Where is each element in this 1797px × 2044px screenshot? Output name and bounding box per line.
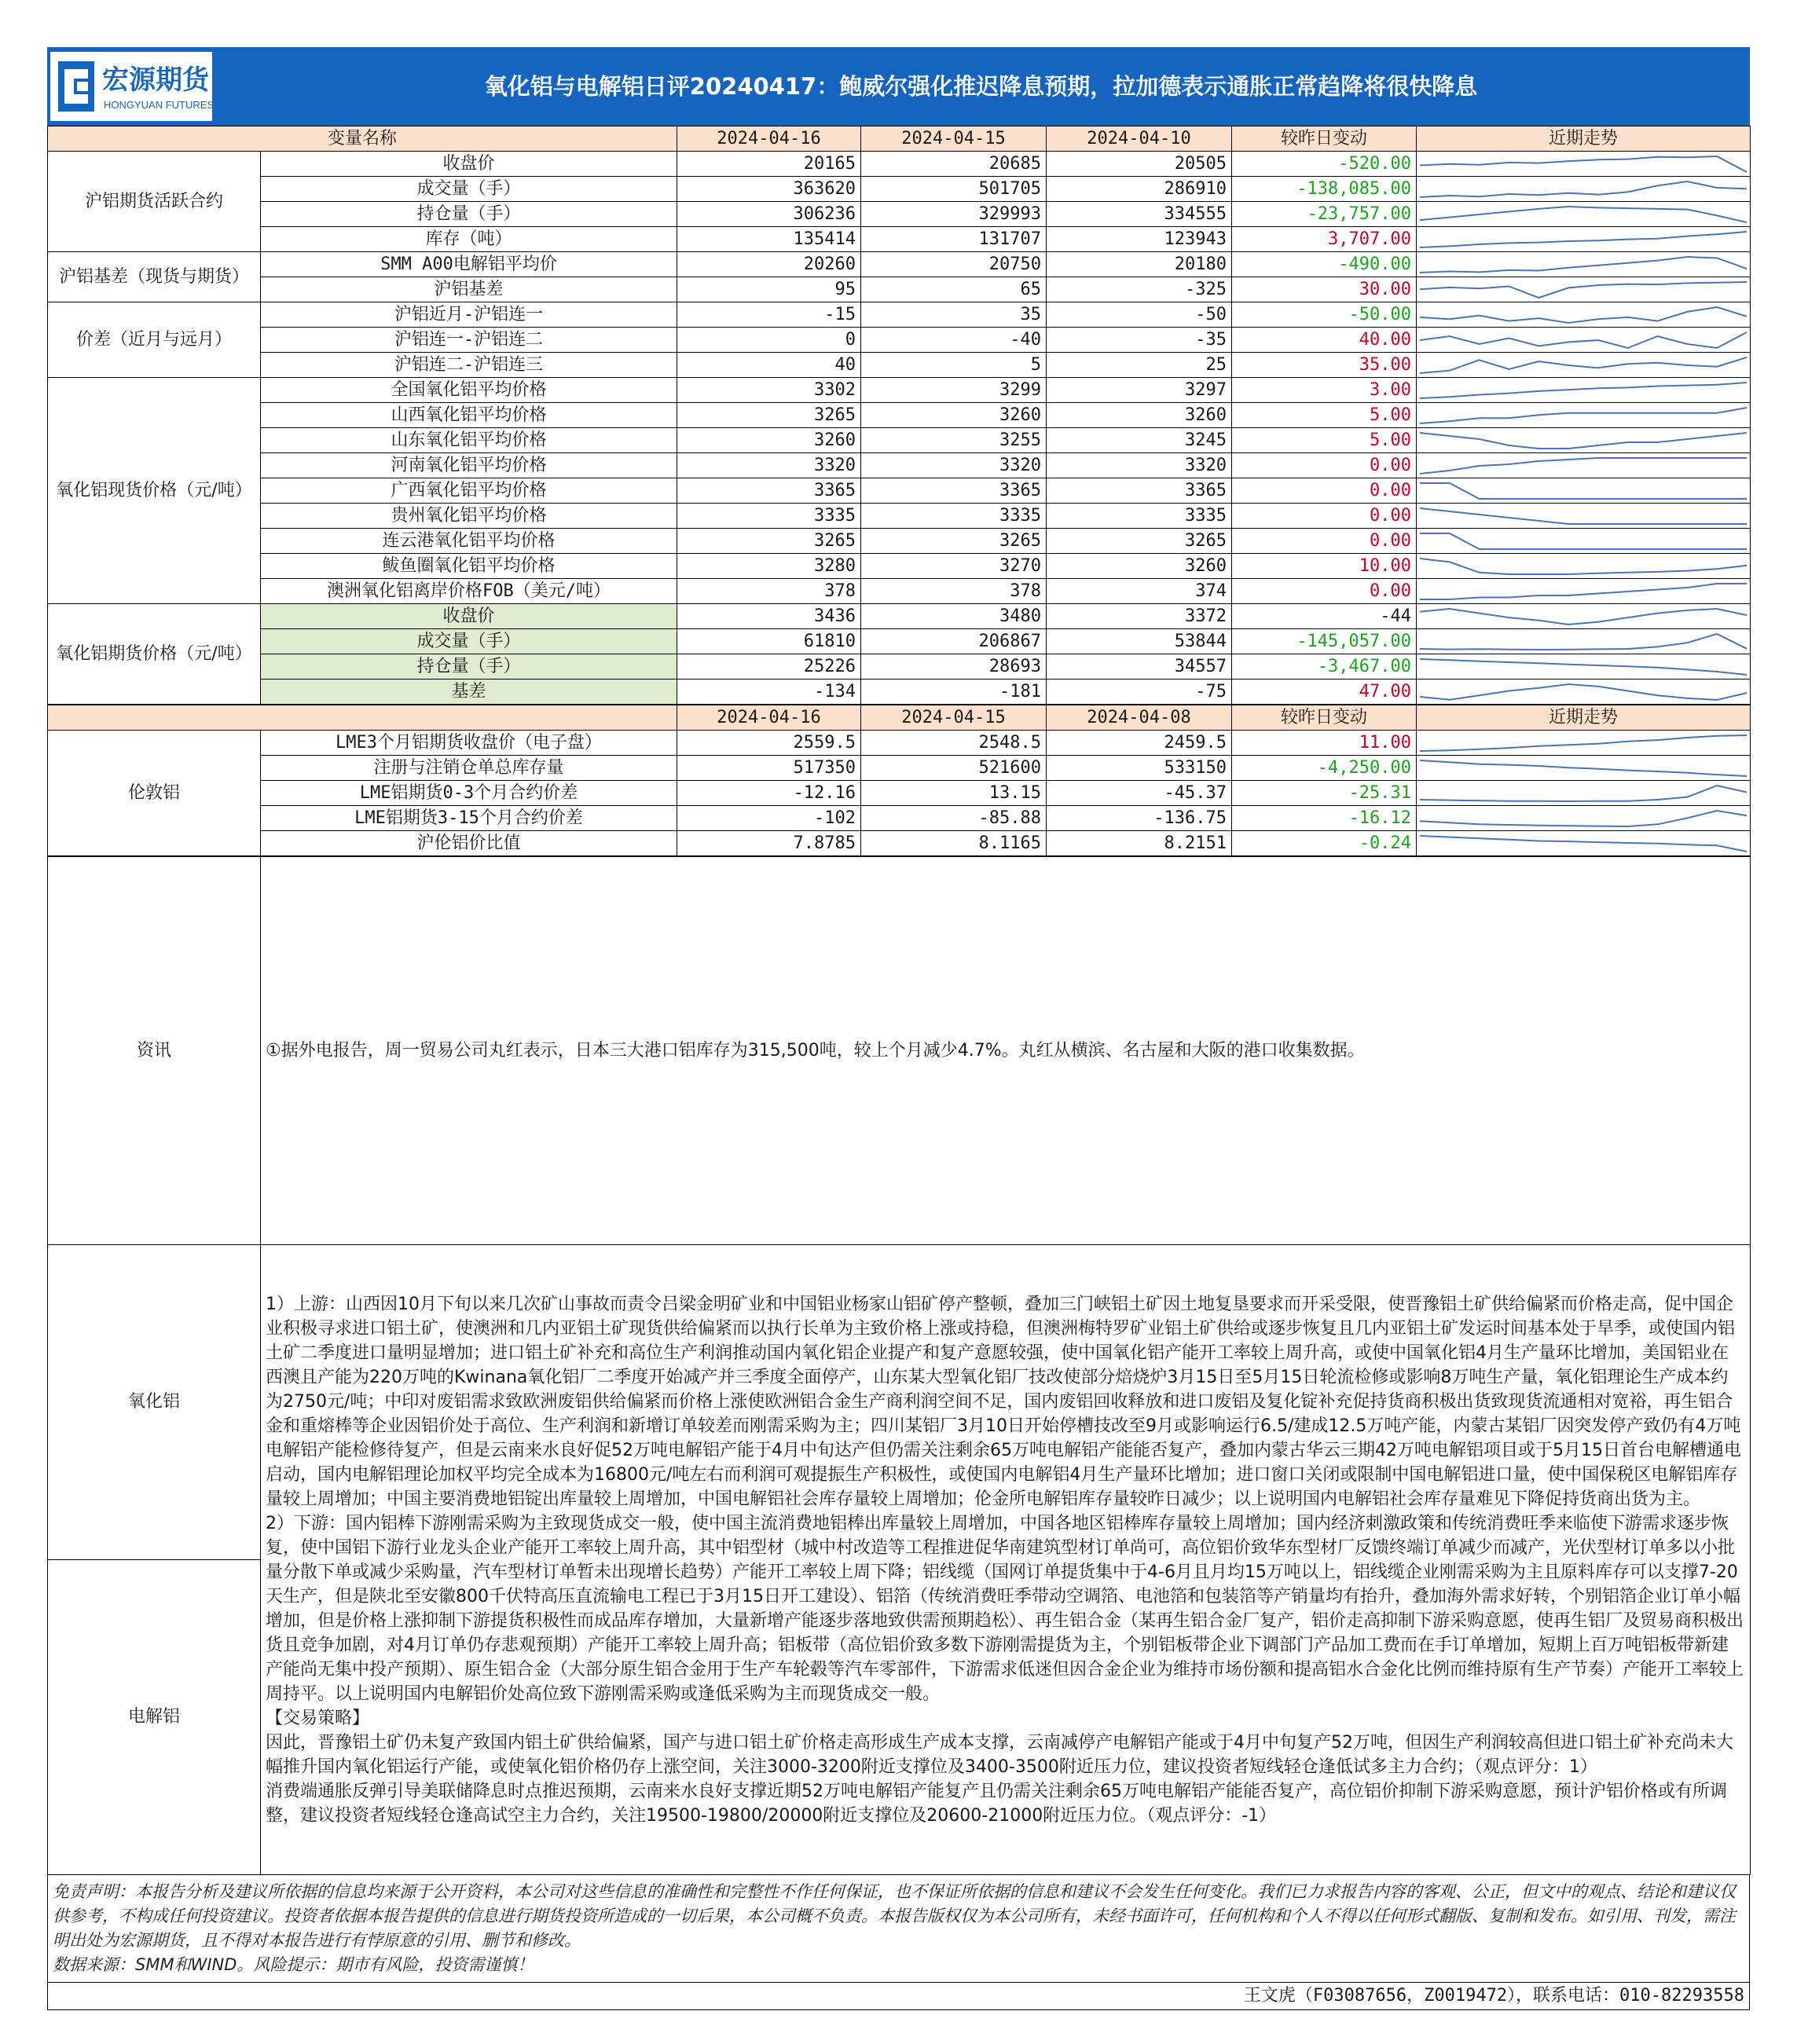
sparkline-chart: [1420, 681, 1747, 703]
value-date-2: -85.88: [861, 806, 1047, 831]
value-date-2: 13.15: [861, 781, 1047, 806]
value-date-1: 135414: [677, 227, 861, 252]
table-row: [48, 277, 1751, 302]
table-row: [48, 177, 1751, 202]
value-date-3: 3260: [1047, 403, 1232, 428]
daily-change: 30.00: [1232, 277, 1417, 302]
trend-header: 近期走势: [1417, 705, 1751, 731]
date-header-3: 2024-04-10: [1047, 126, 1232, 152]
daily-change: 0.00: [1232, 453, 1417, 478]
sparkline-chart: [1420, 304, 1747, 326]
sparkline-chart: [1420, 153, 1747, 175]
table-row: [48, 302, 1751, 328]
value-date-1: 378: [677, 579, 861, 604]
sparkline-line: [1420, 156, 1747, 172]
value-date-2: 3255: [861, 428, 1047, 453]
disclaimer-block: [47, 1875, 1750, 1983]
variable-name: LME铝期货3-15个月合约价差: [261, 806, 677, 831]
table-row: [48, 781, 1751, 806]
value-date-3: -75: [1047, 680, 1232, 705]
daily-change: 3.00: [1232, 378, 1417, 403]
table-row: [48, 806, 1751, 831]
daily-change: -23,757.00: [1232, 202, 1417, 227]
sparkline-chart: [1420, 631, 1747, 653]
change-header: 较昨日变动: [1232, 126, 1417, 152]
sparkline-chart: [1420, 379, 1747, 401]
table-row: [48, 202, 1751, 227]
value-date-1: 20260: [677, 252, 861, 277]
variable-name: SMM A00电解铝平均价: [261, 252, 677, 277]
change-header: 较昨日变动: [1232, 705, 1417, 731]
value-date-3: -325: [1047, 277, 1232, 302]
sparkline-chart: [1420, 808, 1747, 830]
variable-name: 沪铝近月-沪铝连一: [261, 302, 677, 328]
trend-sparkline: [1417, 378, 1751, 403]
news-row: [48, 857, 1751, 1245]
trend-sparkline: [1417, 277, 1751, 302]
variable-name: 广西氧化铝平均价格: [261, 478, 677, 504]
sparkline-line: [1420, 786, 1747, 801]
value-date-1: 3302: [677, 378, 861, 403]
value-date-2: 3270: [861, 554, 1047, 579]
trend-sparkline: [1417, 403, 1751, 428]
value-date-2: 5: [861, 353, 1047, 378]
sparkline-line: [1420, 181, 1747, 197]
trend-sparkline: [1417, 202, 1751, 227]
trend-sparkline: [1417, 428, 1751, 453]
sparkline-line: [1420, 508, 1747, 524]
variable-name: 山西氧化铝平均价格: [261, 403, 677, 428]
table-row: [48, 756, 1751, 781]
value-date-3: 25: [1047, 353, 1232, 378]
sparkline-chart: [1420, 480, 1747, 502]
trend-sparkline: [1417, 529, 1751, 554]
value-date-2: 206867: [861, 629, 1047, 654]
value-date-2: 8.1165: [861, 831, 1047, 856]
date-header-2: 2024-04-15: [861, 126, 1047, 152]
value-date-1: -15: [677, 302, 861, 328]
logo-text-en: HONGYUAN FUTURES: [104, 99, 215, 111]
table-row: [48, 831, 1751, 856]
variable-name: 持仓量（手）: [261, 202, 677, 227]
variable-name-header: 变量名称: [48, 126, 677, 152]
report-title: 氧化铝与电解铝日评20240417：鲍威尔强化推迟降息预期，拉加德表示通胀正常趋降将很快降息: [484, 73, 1478, 100]
daily-change: 0.00: [1232, 529, 1417, 554]
variable-name: 贵州氧化铝平均价格: [261, 504, 677, 529]
variable-name: 河南氧化铝平均价格: [261, 453, 677, 478]
strategy-title: 【交易策略】: [266, 1708, 370, 1728]
value-date-1: 3436: [677, 604, 861, 629]
author-contact: 王文虎（F03087656，Z0019472），联系电话：010-82293558: [47, 1983, 1750, 2010]
variable-name: 沪铝连二-沪铝连三: [261, 353, 677, 378]
value-date-2: -40: [861, 328, 1047, 353]
value-date-3: 3365: [1047, 478, 1232, 504]
trend-sparkline: [1417, 629, 1751, 654]
value-date-2: 3299: [861, 378, 1047, 403]
sparkline-line: [1420, 836, 1747, 852]
aluminum-strategy-paragraph: 消费端通胀反弹引导美联储降息时点推迟预期，云南来水良好支撑近期52万吨电解铝产能复产且仍需关注剩余65万吨电解铝产能能否复产，高位铝价抑制下游采购意愿，预计沪铝价格或有所调整，建议投资者短线轻仓逢高试空主力合约，关注19500-19800/20000附近支撑位及20600-21000附近压力位。（观点评分：-1）: [266, 1781, 1727, 1826]
variable-name: 成交量（手）: [261, 177, 677, 202]
value-date-3: -50: [1047, 302, 1232, 328]
variable-name: 注册与注销仓单总库存量: [261, 756, 677, 781]
trend-sparkline: [1417, 554, 1751, 579]
value-date-2: 3260: [861, 403, 1047, 428]
sparkline-line: [1420, 282, 1747, 298]
daily-change: 47.00: [1232, 680, 1417, 705]
sparkline-chart: [1420, 581, 1747, 603]
table-row: [48, 453, 1751, 478]
value-date-1: -102: [677, 806, 861, 831]
value-date-2: 329993: [861, 202, 1047, 227]
variable-name: 持仓量（手）: [261, 654, 677, 680]
table-row: [48, 680, 1751, 705]
value-date-2: 3480: [861, 604, 1047, 629]
daily-change: 35.00: [1232, 353, 1417, 378]
trend-sparkline: [1417, 504, 1751, 529]
trend-sparkline: [1417, 680, 1751, 705]
header-row: [48, 126, 1751, 152]
daily-change: -138,085.00: [1232, 177, 1417, 202]
sparkline-chart: [1420, 555, 1747, 577]
trend-sparkline: [1417, 478, 1751, 504]
upstream-paragraph: 1）上游：山西因10月下旬以来几次矿山事故而责令吕梁金明矿业和中国铝业杨家山铝矿停产整顿，叠加三门峡铝土矿因土地复垦要求而开采受限，使晋豫铝土矿供给偏紧而价格走高，促中国企业积极寻求进口铝土矿，使澳洲和几内亚铝土矿现货供给偏紧而以执行长单为主致价格上涨或持稳，但澳洲梅特罗矿业铝土矿供给或逐步恢复且几内亚铝土矿发运时间基本处于旱季，或使国内铝土矿二季度进口量明显增加；进口铝土矿补充和高位生产利润推动国内氧化铝企业提产和复产意愿较强，使中国氧化铝产能开工率较上周升高，或使中国氧化铝4月生产量环比增加，美国铝业在西澳且产能为220万吨的Kwinana氧化铝厂二季度开始减产并三季度全面停产，山东某大型氧化铝厂技改使部分焙烧炉3月15日至5月15日轮流检修或影响8万吨生产量，氧化铝理论生产成本约为2750元/吨；中印对废铝需求致欧洲废铝供给偏紧而价格上涨使欧洲铝合金生产商利润空间不足，国内废铝回收释放和进口废铝及复化锭补充促持货商积极出货致现货流通相对宽裕，再生铝合金和重熔棒等企业因铝价处于高位、生产利润和新增订单较差而刚需采购为主；四川某铝厂3月10日开始停槽技改至9月或影响运行6.5/建成12.5万吨产能，内蒙古某铝厂因突发停产致仍有4万吨电解铝产能检修待复产，但是云南来水良好促52万吨电解铝产能于4月中旬达产但仍需关注剩余65万吨电解铝产能能否复产，叠加内蒙古华云三期42万吨电解铝项目或于5月15日首台电解槽通电启动，国内电解铝理论加权平均完全成本为16800元/吨左右而利润可观提振生产积极性，或使国内电解铝4月生产量环比增加；进口窗口关闭或限制中国电解铝进口量，使中国保税区电解铝库存量较上周增加；中国主要消费地铝锭出库量较上周增加，中国电解铝社会库存量较上周增加；伦金所电解铝库存量较昨日减少；以上说明国内电解铝社会库存量难见下降促持货商出货为主。: [266, 1294, 1741, 1509]
value-date-1: 7.8785: [677, 831, 861, 856]
value-date-2: 131707: [861, 227, 1047, 252]
sparkline-line: [1420, 483, 1747, 499]
sparkline-line: [1420, 609, 1747, 625]
value-date-1: 3335: [677, 504, 861, 529]
sparkline-line: [1420, 559, 1747, 574]
sparkline-chart: [1420, 229, 1747, 251]
value-date-3: 2459.5: [1047, 731, 1232, 756]
table-row: [48, 403, 1751, 428]
table-row: [48, 353, 1751, 378]
sparkline-line: [1420, 383, 1747, 398]
value-date-3: 53844: [1047, 629, 1232, 654]
value-date-3: 334555: [1047, 202, 1232, 227]
sparkline-chart: [1420, 279, 1747, 301]
sparkline-line: [1420, 760, 1747, 776]
alumina-label: 氧化铝: [48, 1245, 261, 1560]
table-row: [48, 478, 1751, 504]
value-date-1: 20165: [677, 152, 861, 177]
sparkline-line: [1420, 584, 1747, 599]
price-table: [47, 126, 1751, 705]
sparkline-chart: [1420, 178, 1747, 200]
sparkline-line: [1420, 357, 1747, 373]
table-row: [48, 227, 1751, 252]
value-date-1: 3265: [677, 529, 861, 554]
value-date-2: 28693: [861, 654, 1047, 680]
table-row: [48, 579, 1751, 604]
trend-sparkline: [1417, 453, 1751, 478]
value-date-1: 61810: [677, 629, 861, 654]
table-row: [48, 554, 1751, 579]
variable-name: LME铝期货0-3个月合约价差: [261, 781, 677, 806]
table-row: [48, 529, 1751, 554]
trend-sparkline: [1417, 654, 1751, 680]
value-date-3: 3265: [1047, 529, 1232, 554]
sparkline-chart: [1420, 455, 1747, 477]
table-row: [48, 604, 1751, 629]
trend-sparkline: [1417, 353, 1751, 378]
sparkline-chart: [1420, 505, 1747, 527]
daily-change: -490.00: [1232, 252, 1417, 277]
trend-header: 近期走势: [1417, 126, 1751, 152]
value-date-3: 34557: [1047, 654, 1232, 680]
daily-change: -3,467.00: [1232, 654, 1417, 680]
trend-sparkline: [1417, 731, 1751, 756]
daily-change: -0.24: [1232, 831, 1417, 856]
value-date-1: 2559.5: [677, 731, 861, 756]
value-date-1: -12.16: [677, 781, 861, 806]
sparkline-line: [1420, 232, 1747, 247]
value-date-2: 65: [861, 277, 1047, 302]
value-date-3: 3372: [1047, 604, 1232, 629]
data-source-text: 数据来源：SMM和WIND。风险提示：期市有风险，投资需谨慎！: [53, 1955, 534, 1974]
variable-name: 山东氧化铝平均价格: [261, 428, 677, 453]
disclaimer-text: 免责声明：本报告分析及建议所依据的信息均来源于公开资料，本公司对这些信息的准确性和完整性不作任何保证，也不保证所依据的信息和建议不会发生任何变化。我们已力求报告内容的客观、公正，但文中的观点、结论和建议仅供参考，不构成任何投资建议。投资者依据本报告提供的信息进行期货投资所造成的一切后果，本公司概不负责。本报告版权仅为本公司所有，未经书面许可，任何机构和个人不得以任何形式翻版、复制和发布。如引用、刊发，需注明出处为宏源期货，且不得对本报告进行有悖原意的引用、删节和修改。: [53, 1882, 1736, 1950]
value-date-3: 3297: [1047, 378, 1232, 403]
value-date-1: 95: [677, 277, 861, 302]
variable-name: 沪铝连一-沪铝连二: [261, 328, 677, 353]
daily-change: 10.00: [1232, 554, 1417, 579]
downstream-paragraph: 2）下游：国内铝棒下游刚需采购为主致现货成交一般，使中国主流消费地铝棒出库量较上周增加，中国各地区铝棒库存量较上周增加；国内经济刺激政策和传统消费旺季来临使下游需求逐步恢复，使中国铝下游行业龙头企业产能开工率较上周升高，其中铝型材（城中村改造等工程推进促华南建筑型材订单尚可，高位铝价致华东型材厂反馈终端订单减少而减产，光伏型材订单多以小批量分散下单或减少采购量，汽车型材订单暂未出现增长趋势）产能开工率较上周下降；铝线缆（国网订单提货集中于4-6月且月均15万吨以上，铝线缆企业刚需采购为主且原料库存可以支撑7-20天生产，但是陕北至安徽800千伏特高压直流输电工程已于3月15日开工建设）、铝箔（传统消费旺季带动空调箔、电池箔和包装箔等产销量均有抬升，叠加海外需求好转，个别铝箔企业订单小幅增加，但是价格上涨抑制下游提货积极性而成品库存增加，大量新增产能逐步落地致供需预期趋松）、再生铝合金（某再生铝合金厂复产，铝价走高抑制下游采购意愿，使再生铝厂及贸易商积极出货且竞争加剧，对4月订单仍存悲观预期）产能开工率较上周升高；铝板带（高位铝价致多数下游刚需提货为主，个别铝板带企业下调部门产品加工费而在手订单增加，短期上百万吨铝板带新建产能尚无集中投产预期）、原生铝合金（大部分原生铝合金用于生产车轮毂等汽车零部件，下游需求低迷但因合金企业为维持市场份额和提高铝水合金化比例而维持原有生产节奏）产能开工率较上周持平。以上说明国内电解铝价处高位致下游刚需采购或逢低采购为主而现货成交一般。: [266, 1513, 1744, 1704]
electrolytic-label: 电解铝: [48, 1560, 261, 1875]
value-date-1: 3260: [677, 428, 861, 453]
sparkline-chart: [1420, 329, 1747, 351]
category-label: 伦敦铝: [48, 731, 261, 856]
sparkline-line: [1420, 458, 1747, 474]
trend-sparkline: [1417, 177, 1751, 202]
daily-change: -4,250.00: [1232, 756, 1417, 781]
sparkline-chart: [1420, 833, 1747, 855]
sparkline-chart: [1420, 656, 1747, 678]
report-header: [47, 47, 1750, 126]
daily-change: -50.00: [1232, 302, 1417, 328]
trend-sparkline: [1417, 328, 1751, 353]
sparkline-chart: [1420, 405, 1747, 427]
alumina-analysis-row: [48, 1245, 1751, 1560]
daily-change: -44: [1232, 604, 1417, 629]
value-date-1: 3265: [677, 403, 861, 428]
variable-name: 库存（吨）: [261, 227, 677, 252]
header-row: [48, 705, 1751, 731]
daily-change: 0.00: [1232, 504, 1417, 529]
company-logo: [50, 52, 215, 121]
trend-sparkline: [1417, 756, 1751, 781]
daily-change: 0.00: [1232, 478, 1417, 504]
date-header-1: 2024-04-16: [677, 126, 861, 152]
sparkline-chart: [1420, 606, 1747, 628]
alumina-strategy-paragraph: 因此，晋豫铝土矿仍未复产致国内铝土矿供给偏紧，国产与进口铝土矿价格走高形成生产成本支撑，云南减停产电解铝产能或于4月中旬复产52万吨，但因生产利润较高但进口铝土矿补充尚未大幅推升国内氧化铝运行产能，或使氧化铝价格仍存上涨空间，关注3000-3200附近支撑位及3400-3500附近压力位，建议投资者短线轻仓逢低试多主力合约；（观点评分：1）: [266, 1732, 1733, 1777]
value-date-2: 378: [861, 579, 1047, 604]
value-date-3: 20505: [1047, 152, 1232, 177]
table-row: [48, 152, 1751, 177]
variable-name-header: [48, 705, 677, 731]
trend-sparkline: [1417, 227, 1751, 252]
category-label: 氧化铝现货价格（元/吨）: [48, 378, 261, 604]
sparkline-line: [1420, 634, 1747, 650]
variable-name: 成交量（手）: [261, 629, 677, 654]
value-date-3: 20180: [1047, 252, 1232, 277]
daily-change: 11.00: [1232, 731, 1417, 756]
daily-change: 0.00: [1232, 579, 1417, 604]
daily-change: 3,707.00: [1232, 227, 1417, 252]
trend-sparkline: [1417, 781, 1751, 806]
value-date-3: -45.37: [1047, 781, 1232, 806]
variable-name: 全国氧化铝平均价格: [261, 378, 677, 403]
value-date-2: 501705: [861, 177, 1047, 202]
value-date-3: 286910: [1047, 177, 1232, 202]
variable-name: 收盘价: [261, 152, 677, 177]
value-date-2: 20750: [861, 252, 1047, 277]
trend-sparkline: [1417, 831, 1751, 856]
daily-change: -145,057.00: [1232, 629, 1417, 654]
daily-change: -25.31: [1232, 781, 1417, 806]
sparkline-chart: [1420, 354, 1747, 376]
value-date-3: -35: [1047, 328, 1232, 353]
value-date-3: -136.75: [1047, 806, 1232, 831]
trend-sparkline: [1417, 806, 1751, 831]
category-label: 沪铝期货活跃合约: [48, 152, 261, 252]
category-label: 价差（近月与远月）: [48, 302, 261, 378]
daily-change: 5.00: [1232, 428, 1417, 453]
sparkline-chart: [1420, 430, 1747, 452]
sparkline-chart: [1420, 254, 1747, 276]
value-date-1: 517350: [677, 756, 861, 781]
value-date-3: 3245: [1047, 428, 1232, 453]
variable-name: 收盘价: [261, 604, 677, 629]
value-date-3: 533150: [1047, 756, 1232, 781]
sparkline-line: [1420, 811, 1747, 826]
value-date-1: -134: [677, 680, 861, 705]
daily-change: -520.00: [1232, 152, 1417, 177]
variable-name: 基差: [261, 680, 677, 705]
sparkline-line: [1420, 257, 1747, 273]
variable-name: 沪伦铝价比值: [261, 831, 677, 856]
value-date-2: 20685: [861, 152, 1047, 177]
table-row: [48, 252, 1751, 277]
value-date-1: 363620: [677, 177, 861, 202]
value-date-1: 3365: [677, 478, 861, 504]
date-header-3: 2024-04-08: [1047, 705, 1232, 731]
analysis-text: [261, 1245, 1751, 1875]
variable-name: 沪铝基差: [261, 277, 677, 302]
sparkline-line: [1420, 684, 1747, 700]
trend-sparkline: [1417, 302, 1751, 328]
value-date-3: 374: [1047, 579, 1232, 604]
news-text: ①据外电报告，周一贸易公司丸红表示，日本三大港口铝库存为315,500吨，较上个月减少4.7%。丸红从横滨、名古屋和大阪的港口收集数据。: [261, 857, 1751, 1245]
table-row: [48, 731, 1751, 756]
table-row: [48, 504, 1751, 529]
sparkline-line: [1420, 332, 1747, 348]
sparkline-line: [1420, 735, 1747, 751]
daily-change: 40.00: [1232, 328, 1417, 353]
variable-name: LME3个月铝期货收盘价（电子盘）: [261, 731, 677, 756]
value-date-2: 521600: [861, 756, 1047, 781]
commentary-table: [47, 856, 1751, 1875]
value-date-3: 123943: [1047, 227, 1232, 252]
category-label: 沪铝基差（现货与期货）: [48, 252, 261, 302]
report-page: [47, 47, 1750, 2010]
value-date-2: 3320: [861, 453, 1047, 478]
table-row: [48, 428, 1751, 453]
category-label: 氧化铝期货价格（元/吨）: [48, 604, 261, 705]
value-date-2: -181: [861, 680, 1047, 705]
trend-sparkline: [1417, 579, 1751, 604]
daily-change: 5.00: [1232, 403, 1417, 428]
sparkline-line: [1420, 659, 1747, 675]
value-date-1: 3320: [677, 453, 861, 478]
value-date-2: 35: [861, 302, 1047, 328]
table-row: [48, 654, 1751, 680]
logo-text-cn: 宏源期货: [102, 64, 209, 96]
value-date-3: 3335: [1047, 504, 1232, 529]
value-date-2: 3365: [861, 478, 1047, 504]
sparkline-chart: [1420, 732, 1747, 754]
value-date-1: 40: [677, 353, 861, 378]
table-row: [48, 378, 1751, 403]
daily-change: -16.12: [1232, 806, 1417, 831]
sparkline-line: [1420, 433, 1747, 449]
date-header-2: 2024-04-15: [861, 705, 1047, 731]
value-date-3: 8.2151: [1047, 831, 1232, 856]
sparkline-chart: [1420, 757, 1747, 779]
logo-mark-icon: [58, 61, 94, 112]
news-label: 资讯: [48, 857, 261, 1245]
trend-sparkline: [1417, 152, 1751, 177]
value-date-3: 3320: [1047, 453, 1232, 478]
value-date-1: 0: [677, 328, 861, 353]
sparkline-line: [1420, 207, 1747, 222]
sparkline-chart: [1420, 203, 1747, 225]
trend-sparkline: [1417, 252, 1751, 277]
sparkline-chart: [1420, 530, 1747, 552]
table-row: [48, 629, 1751, 654]
table-row: [48, 328, 1751, 353]
value-date-1: 25226: [677, 654, 861, 680]
date-header-1: 2024-04-16: [677, 705, 861, 731]
sparkline-chart: [1420, 782, 1747, 804]
value-date-2: 3265: [861, 529, 1047, 554]
value-date-1: 3280: [677, 554, 861, 579]
value-date-2: 3335: [861, 504, 1047, 529]
variable-name: 连云港氧化铝平均价格: [261, 529, 677, 554]
value-date-1: 306236: [677, 202, 861, 227]
variable-name: 鲅鱼圈氧化铝平均价格: [261, 554, 677, 579]
variable-name: 澳洲氧化铝离岸价格FOB（美元/吨）: [261, 579, 677, 604]
value-date-3: 3260: [1047, 554, 1232, 579]
sparkline-line: [1420, 408, 1747, 423]
trend-sparkline: [1417, 604, 1751, 629]
london-aluminum-table: [47, 705, 1751, 856]
sparkline-line: [1420, 533, 1747, 549]
sparkline-line: [1420, 307, 1747, 323]
value-date-2: 2548.5: [861, 731, 1047, 756]
